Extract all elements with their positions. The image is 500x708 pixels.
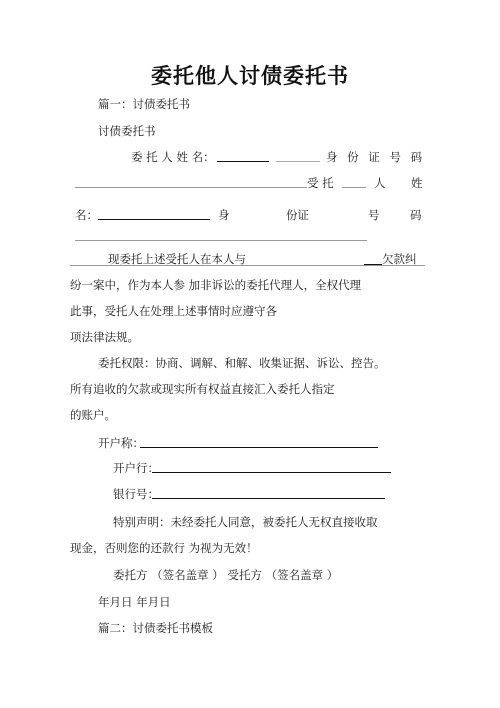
bank-field[interactable] (152, 472, 391, 473)
payment-line-1: 所有追收的欠款或现实所有权益直接汇入委托人指定 (70, 382, 335, 396)
subheading: 讨债委托书 (98, 124, 156, 138)
principal-name-blank-2 (276, 161, 320, 162)
person-label: 人 (374, 176, 386, 190)
principal-name-blank (217, 161, 269, 162)
account-no-field[interactable] (152, 498, 385, 499)
entrust-line-2: 纷一案中，作为本人参 加非诉讼的委托代理人，全权代理 (70, 278, 362, 292)
debtor-blank-underline (70, 265, 425, 266)
entrust-line-3: 此事，受托人在处理上述事情时应遵守各 (70, 304, 277, 318)
authority-text: 委托权限：协商、调解、和解、收集证据、诉讼、控告。 (98, 356, 386, 370)
part1-heading: 篇一：讨债委托书 (98, 97, 190, 111)
signature-line: 委托方 （签名盖章 ） 受托方 （签名盖章 ） (113, 568, 339, 582)
part2-heading: 篇二：讨债委托书模板 (98, 621, 213, 635)
declaration-line-2: 现金，否则您的还款行 为视为无效！ (70, 541, 258, 555)
entrust-line-1: 现委托上述受托人在本人与 (108, 252, 246, 266)
account-name-field[interactable] (140, 447, 378, 448)
payment-line-2: 的账户。 (70, 408, 116, 422)
id-number-label: 身 份 证 号 码 (326, 150, 426, 164)
agent-label: 受 托 (307, 176, 334, 190)
agent-blank (342, 187, 366, 188)
entrust-line-4: 项法律法规。 (70, 330, 139, 344)
bank-label: 开户行： (113, 461, 159, 475)
debtor-blank (364, 264, 382, 265)
date-line: 年月日 年月日 (98, 595, 171, 609)
id-number-blank (75, 187, 307, 188)
account-name-label: 开户称： (98, 436, 144, 450)
entrust-line-1-end: 欠款纠 (382, 252, 417, 266)
principal-name-label: 委 托 人 姓 名： (131, 150, 215, 164)
id-label: 份证 (286, 208, 309, 222)
name-label: 名： (75, 208, 98, 222)
body-label: 身 (218, 208, 230, 222)
account-no-label: 银行号： (113, 487, 159, 501)
agent-name-blank (98, 219, 210, 220)
document-title: 委托他人讨债委托书 (151, 63, 349, 88)
declaration-line-1: 特别声明：未经委托人同意，被委托人无权直接收取 (113, 515, 378, 529)
agent-id-blank (75, 240, 367, 241)
hao-label: 号 (368, 208, 380, 222)
code-label: 码 (410, 208, 422, 222)
surname-label: 姓 (411, 176, 423, 190)
